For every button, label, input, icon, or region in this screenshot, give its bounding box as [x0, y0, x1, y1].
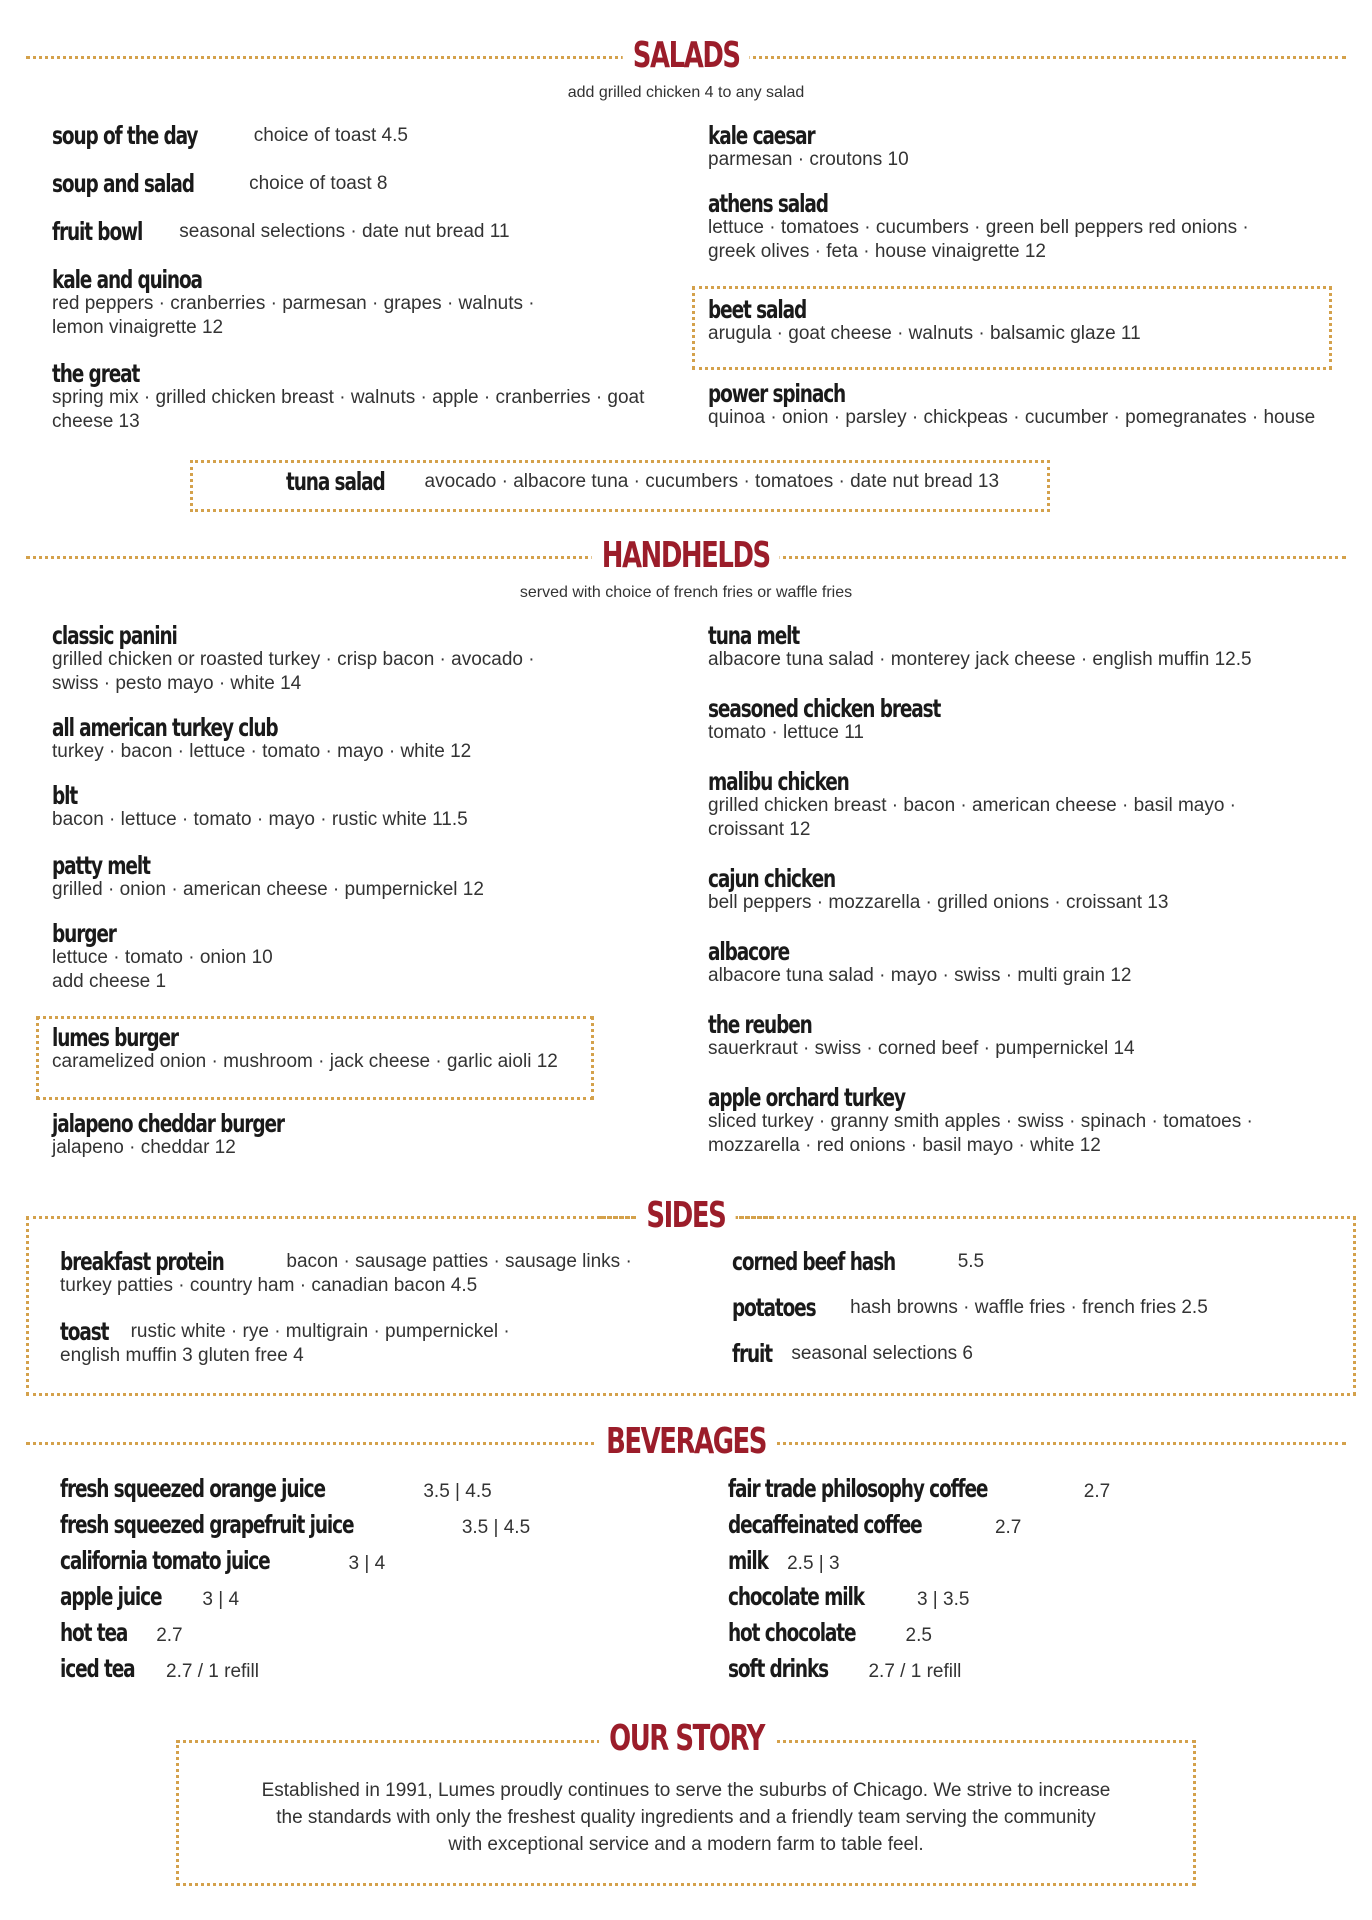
- item-name: jalapeno cheddar burger: [52, 1109, 284, 1138]
- beverage-price: 3 | 3.5: [916, 1589, 970, 1610]
- item-name: blt: [52, 781, 78, 810]
- menu-item: [52, 919, 612, 1026]
- beverage-name: hot tea: [60, 1618, 128, 1647]
- menu-item: [52, 1109, 612, 1160]
- item-desc: lettuce · tomatoes · cucumbers · green bell peppers red onions · greek olives · feta · house vinaigrette 12: [708, 217, 1249, 262]
- beverage-name: soft drinks: [728, 1654, 829, 1683]
- beverage-row: [60, 1654, 530, 1690]
- menu-item: [708, 937, 1328, 1013]
- item-name: potatoes: [732, 1293, 816, 1322]
- menu-item: [732, 1339, 1332, 1368]
- salads-header: [26, 34, 1346, 78]
- item-name: the reuben: [708, 1010, 812, 1039]
- menu-item: [52, 217, 652, 268]
- beverage-row: [728, 1654, 1110, 1690]
- item-desc: bacon · sausage patties · sausage links ·: [286, 1251, 632, 1272]
- menu-item: [708, 379, 1316, 430]
- beverage-price: 3.5 | 4.5: [461, 1517, 531, 1538]
- item-desc: hash browns · waffle fries · french fries 2.5: [850, 1297, 1208, 1318]
- item-name: athens salad: [708, 189, 828, 218]
- beverage-name: california tomato juice: [60, 1546, 270, 1575]
- handhelds-header: [26, 534, 1346, 578]
- menu-item: [286, 467, 1000, 496]
- item-name: the great: [52, 359, 140, 388]
- menu-item: [60, 1247, 680, 1320]
- menu-item: [52, 713, 612, 784]
- menu-item: [732, 1293, 1332, 1342]
- menu-item: [708, 621, 1328, 697]
- handhelds-note: served with choice of french fries or waffle fries: [519, 584, 853, 601]
- beverage-price: 2.7 / 1 refill: [166, 1661, 259, 1682]
- beverages-right-column: [728, 1474, 1110, 1690]
- item-desc: bell peppers · mozzarella · grilled onions · croissant 13: [708, 892, 1169, 913]
- item-desc: sauerkraut · swiss · corned beef · pumpernickel 14: [708, 1038, 1135, 1059]
- beverage-row: [728, 1618, 1110, 1654]
- item-name: toast: [60, 1317, 109, 1346]
- menu-item: [52, 621, 612, 716]
- item-desc: arugula · goat cheese · walnuts · balsamic glaze 11: [708, 323, 1141, 344]
- beverages-left-column: [60, 1474, 530, 1690]
- item-name: cajun chicken: [708, 864, 836, 893]
- item-name: tuna salad: [286, 467, 385, 496]
- beverage-price: 3 | 4: [202, 1589, 240, 1610]
- menu-item: [708, 189, 1308, 298]
- menu-item: [708, 864, 1328, 940]
- beverage-row: [60, 1474, 530, 1510]
- item-desc: albacore tuna salad · mayo · swiss · multi grain 12: [708, 965, 1132, 986]
- item-desc: rustic white · rye · multigrain · pumpernickel ·: [130, 1321, 510, 1342]
- salads-right-column: [708, 121, 1316, 430]
- featured-box-lumes-burger: [36, 1016, 594, 1100]
- item-desc: red peppers · cranberries · parmesan · grapes · walnuts · lemon vinaigrette 12: [52, 293, 535, 338]
- sides-right-column: [732, 1247, 1332, 1368]
- item-desc: 5.5: [957, 1251, 985, 1272]
- item-desc: caramelized onion · mushroom · jack cheese · garlic aioli 12: [52, 1051, 558, 1072]
- beverages-title: BEVERAGES: [596, 1420, 776, 1464]
- item-desc: grilled chicken breast · bacon · american cheese · basil mayo · croissant 12: [708, 795, 1237, 840]
- menu-item: [732, 1247, 1332, 1296]
- beverage-price: 3.5 | 4.5: [423, 1481, 492, 1502]
- item-name: all american turkey club: [52, 713, 278, 742]
- menu-item: [52, 359, 652, 434]
- item-name: soup of the day: [52, 121, 198, 150]
- beverage-row: [60, 1618, 530, 1654]
- our-story-title: OUR STORY: [599, 1717, 774, 1761]
- item-name: kale caesar: [708, 121, 815, 150]
- menu-item: [708, 121, 1308, 192]
- item-name: power spinach: [708, 379, 846, 408]
- item-desc: albacore tuna salad · monterey jack cheese · english muffin 12.5: [708, 649, 1252, 670]
- beverage-name: fresh squeezed orange juice: [60, 1474, 325, 1503]
- beverage-price: 3 | 4: [348, 1553, 386, 1574]
- menu-item: [708, 694, 1328, 770]
- item-name: tuna melt: [708, 621, 800, 650]
- item-desc: seasonal selections 6: [791, 1343, 973, 1364]
- beverage-name: apple juice: [60, 1582, 162, 1611]
- item-desc: lettuce · tomato · onion 10: [52, 947, 273, 968]
- item-desc-extra: english muffin 3 gluten free 4: [60, 1345, 304, 1366]
- beverage-row: [728, 1582, 1110, 1618]
- item-desc: quinoa · onion · parsley · chickpeas · cucumber · pomegranates · house: [708, 407, 1316, 428]
- item-name: kale and quinoa: [52, 265, 202, 294]
- beverage-name: decaffeinated coffee: [728, 1510, 922, 1539]
- menu-item: [60, 1317, 680, 1368]
- sides-title: SIDES: [636, 1194, 735, 1238]
- item-desc: seasonal selections · date nut bread 11: [179, 221, 510, 242]
- beverage-price: 2.7: [1083, 1481, 1111, 1502]
- beverage-price: 2.7: [994, 1517, 1022, 1538]
- item-name: seasoned chicken breast: [708, 694, 941, 723]
- beverage-name: milk: [728, 1546, 768, 1575]
- item-name: albacore: [708, 937, 790, 966]
- item-desc-extra: turkey patties · country ham · canadian bacon 4.5: [60, 1275, 478, 1296]
- item-name: burger: [52, 919, 116, 948]
- handhelds-title: HANDHELDS: [592, 534, 780, 578]
- our-story-box: [176, 1718, 1196, 1886]
- our-story-text: Established in 1991, Lumes proudly continues to serve the suburbs of Chicago. We strive to increase the standards with only the freshest quality ingredients and a friendly team serving the community with exceptional service and a modern farm to table feel.: [261, 1780, 1111, 1855]
- item-name: malibu chicken: [708, 767, 849, 796]
- item-name: soup and salad: [52, 169, 194, 198]
- beverage-price: 2.7 / 1 refill: [868, 1661, 962, 1682]
- salads-title: SALADS: [622, 34, 749, 78]
- menu-item: [52, 265, 652, 362]
- beverage-name: fair trade philosophy coffee: [728, 1474, 988, 1503]
- item-desc: choice of toast 4.5: [253, 125, 408, 146]
- sides-left-column: [60, 1247, 680, 1368]
- item-desc: choice of toast 8: [249, 173, 388, 194]
- item-name: lumes burger: [52, 1023, 178, 1052]
- item-desc-extra: add cheese 1: [52, 971, 167, 992]
- item-desc: grilled · onion · american cheese · pumpernickel 12: [52, 879, 484, 900]
- beverage-price: 2.7: [156, 1625, 183, 1646]
- item-desc: spring mix · grilled chicken breast · walnuts · apple · cranberries · goat cheese 13: [52, 387, 645, 432]
- item-desc: avocado · albacore tuna · cucumbers · tomatoes · date nut bread 13: [424, 471, 1000, 492]
- item-name: apple orchard turkey: [708, 1083, 905, 1112]
- beverage-name: hot chocolate: [728, 1618, 856, 1647]
- item-desc: turkey · bacon · lettuce · tomato · mayo · white 12: [52, 741, 472, 762]
- featured-box-beet-salad: [692, 286, 1332, 370]
- item-name: beet salad: [708, 295, 807, 324]
- salads-left-column: [52, 121, 652, 434]
- beverage-name: fresh squeezed grapefruit juice: [60, 1510, 354, 1539]
- beverage-price: 2.5: [905, 1625, 932, 1646]
- beverage-row: [728, 1474, 1110, 1510]
- item-name: patty melt: [52, 851, 150, 880]
- menu-item: [708, 1010, 1328, 1086]
- salads-note: add grilled chicken 4 to any salad: [567, 84, 805, 101]
- menu-item: [52, 851, 612, 922]
- item-desc: tomato · lettuce 11: [708, 722, 864, 743]
- item-name: fruit: [732, 1339, 772, 1368]
- item-desc: jalapeno · cheddar 12: [52, 1137, 236, 1158]
- menu-item: [52, 781, 612, 854]
- beverage-row: [60, 1582, 530, 1618]
- menu-item: [52, 169, 652, 220]
- beverages-header: [26, 1420, 1346, 1464]
- beverage-name: iced tea: [60, 1654, 135, 1683]
- our-story-header: [179, 1717, 1193, 1761]
- menu-item: [708, 767, 1328, 867]
- item-desc: parmesan · croutons 10: [708, 149, 909, 170]
- item-desc: grilled chicken or roasted turkey · crisp bacon · avocado · swiss · pesto mayo · white 14: [52, 649, 535, 694]
- beverage-row: [60, 1546, 530, 1582]
- menu-item: [708, 1083, 1328, 1158]
- item-desc: bacon · lettuce · tomato · mayo · rustic white 11.5: [52, 809, 468, 830]
- menu-item: [52, 121, 652, 172]
- item-name: classic panini: [52, 621, 177, 650]
- beverage-row: [60, 1510, 530, 1546]
- beverage-row: [728, 1546, 1110, 1582]
- beverage-price: 2.5 | 3: [787, 1553, 840, 1574]
- item-name: corned beef hash: [732, 1247, 896, 1276]
- beverage-row: [728, 1510, 1110, 1546]
- handhelds-right-column: [708, 621, 1328, 1158]
- item-name: breakfast protein: [60, 1247, 224, 1276]
- item-desc: sliced turkey · granny smith apples · swiss · spinach · tomatoes · mozzarella · red onions · basil mayo · white 12: [708, 1111, 1253, 1156]
- item-name: fruit bowl: [52, 217, 143, 246]
- sides-header: [600, 1194, 772, 1238]
- beverage-name: chocolate milk: [728, 1582, 864, 1611]
